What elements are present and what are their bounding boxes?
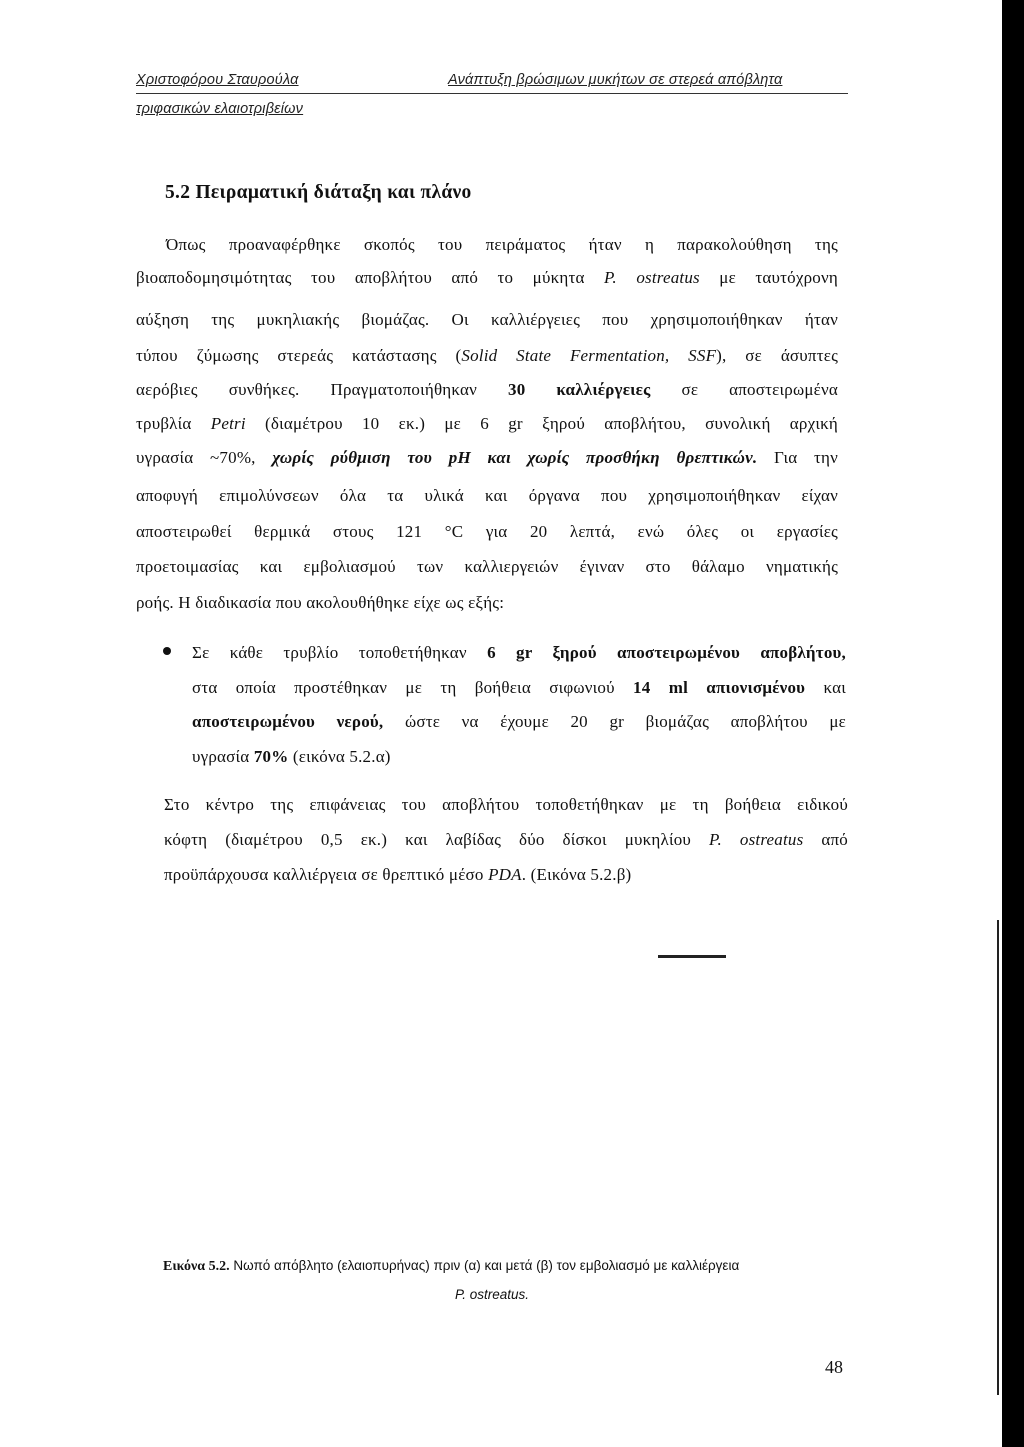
header-rule: [136, 93, 848, 94]
bullet-line: Σε κάθε τρυβλίο τοποθετήθηκαν 6 gr ξηρού αποστειρωμένου αποβλήτου,: [192, 643, 846, 662]
para2-line: προϋπάρχουσα καλλιέργεια σε θρεπτικό μέσο PDA. (Εικόνα 5.2.β): [164, 865, 632, 884]
figure-scan-mark: [658, 955, 726, 958]
para2-line: Στο κέντρο της επιφάνειας του αποβλήτου τοποθετήθηκαν με τη βοήθεια ειδικού: [164, 795, 848, 814]
figure-caption: Εικόνα 5.2. Νωπό απόβλητο (ελαιοπυρήνας) πριν (α) και μετά (β) τον εμβολιασμό με καλλιέργεια: [163, 1258, 740, 1274]
header-title-continued: τριφασικών ελαιοτριβείων: [136, 101, 304, 117]
para1-line: ροής. Η διαδικασία που ακολουθήθηκε είχε ως εξής:: [136, 593, 505, 612]
para1-line: αερόβιες συνθήκες. Πραγματοποιήθηκαν 30 καλλιέργειες σε αποστειρωμένα: [136, 380, 838, 399]
para1-line: υγρασία ~70%, χωρίς ρύθμιση του pH και χωρίς προσθήκη θρεπτικών. Για την: [136, 448, 838, 467]
para1-line: αποστειρωθεί θερμικά στους 121 °C για 20 λεπτά, ενώ όλες οι εργασίες: [136, 522, 838, 541]
para1-line: τρυβλία Petri (διαμέτρου 10 εκ.) με 6 gr ξηρού αποβλήτου, συνολική αρχική: [136, 414, 838, 433]
para1-line: Όπως προαναφέρθηκε σκοπός του πειράματος ήταν η παρακολούθηση της: [166, 235, 838, 254]
para1-line: αποφυγή επιμολύνσεων όλα τα υλικά και όργανα που χρησιμοποιήθηκαν είχαν: [136, 486, 838, 505]
para1-line: τύπου ζύμωσης στερεάς κατάστασης (Solid State Fermentation, SSF), σε άσυπτες: [136, 346, 838, 365]
figure-caption-species: P. ostreatus.: [455, 1287, 530, 1302]
para1-line: βιοαποδομησιμότητας του αποβλήτου από το μύκητα P. ostreatus με ταυτόχρονη: [136, 268, 838, 287]
page-number: 48: [825, 1357, 843, 1377]
header-title: Ανάπτυξη βρώσιμων μυκήτων σε στερεά απόβλητα: [448, 72, 783, 88]
section-heading: 5.2 Πειραματική διάταξη και πλάνο: [165, 182, 472, 203]
para1-line: προετοιμασίας και εμβολιασμού των καλλιεργειών έγιναν στο θάλαμο νηματικής: [136, 557, 838, 576]
para1-line: αύξηση της μυκηλιακής βιομάζας. Οι καλλιέργειες που χρησιμοποιήθηκαν ήταν: [136, 310, 838, 329]
bullet-line: στα οποία προστέθηκαν με τη βοήθεια σιφωνιού 14 ml απιονισμένου και: [192, 678, 846, 697]
bullet-marker: [163, 647, 171, 655]
bullet-line: αποστειρωμένου νερού, ώστε να έχουμε 20 gr βιομάζας αποβλήτου με: [192, 712, 846, 731]
header-author: Χριστοφόρου Σταυρούλα: [136, 72, 299, 88]
figure-border-line: [997, 920, 999, 1395]
bullet-line: υγρασία 70% (εικόνα 5.2.α): [192, 747, 391, 766]
para2-line: κόφτη (διαμέτρου 0,5 εκ.) και λαβίδας δύο δίσκοι μυκηλίου P. ostreatus από: [164, 830, 848, 849]
